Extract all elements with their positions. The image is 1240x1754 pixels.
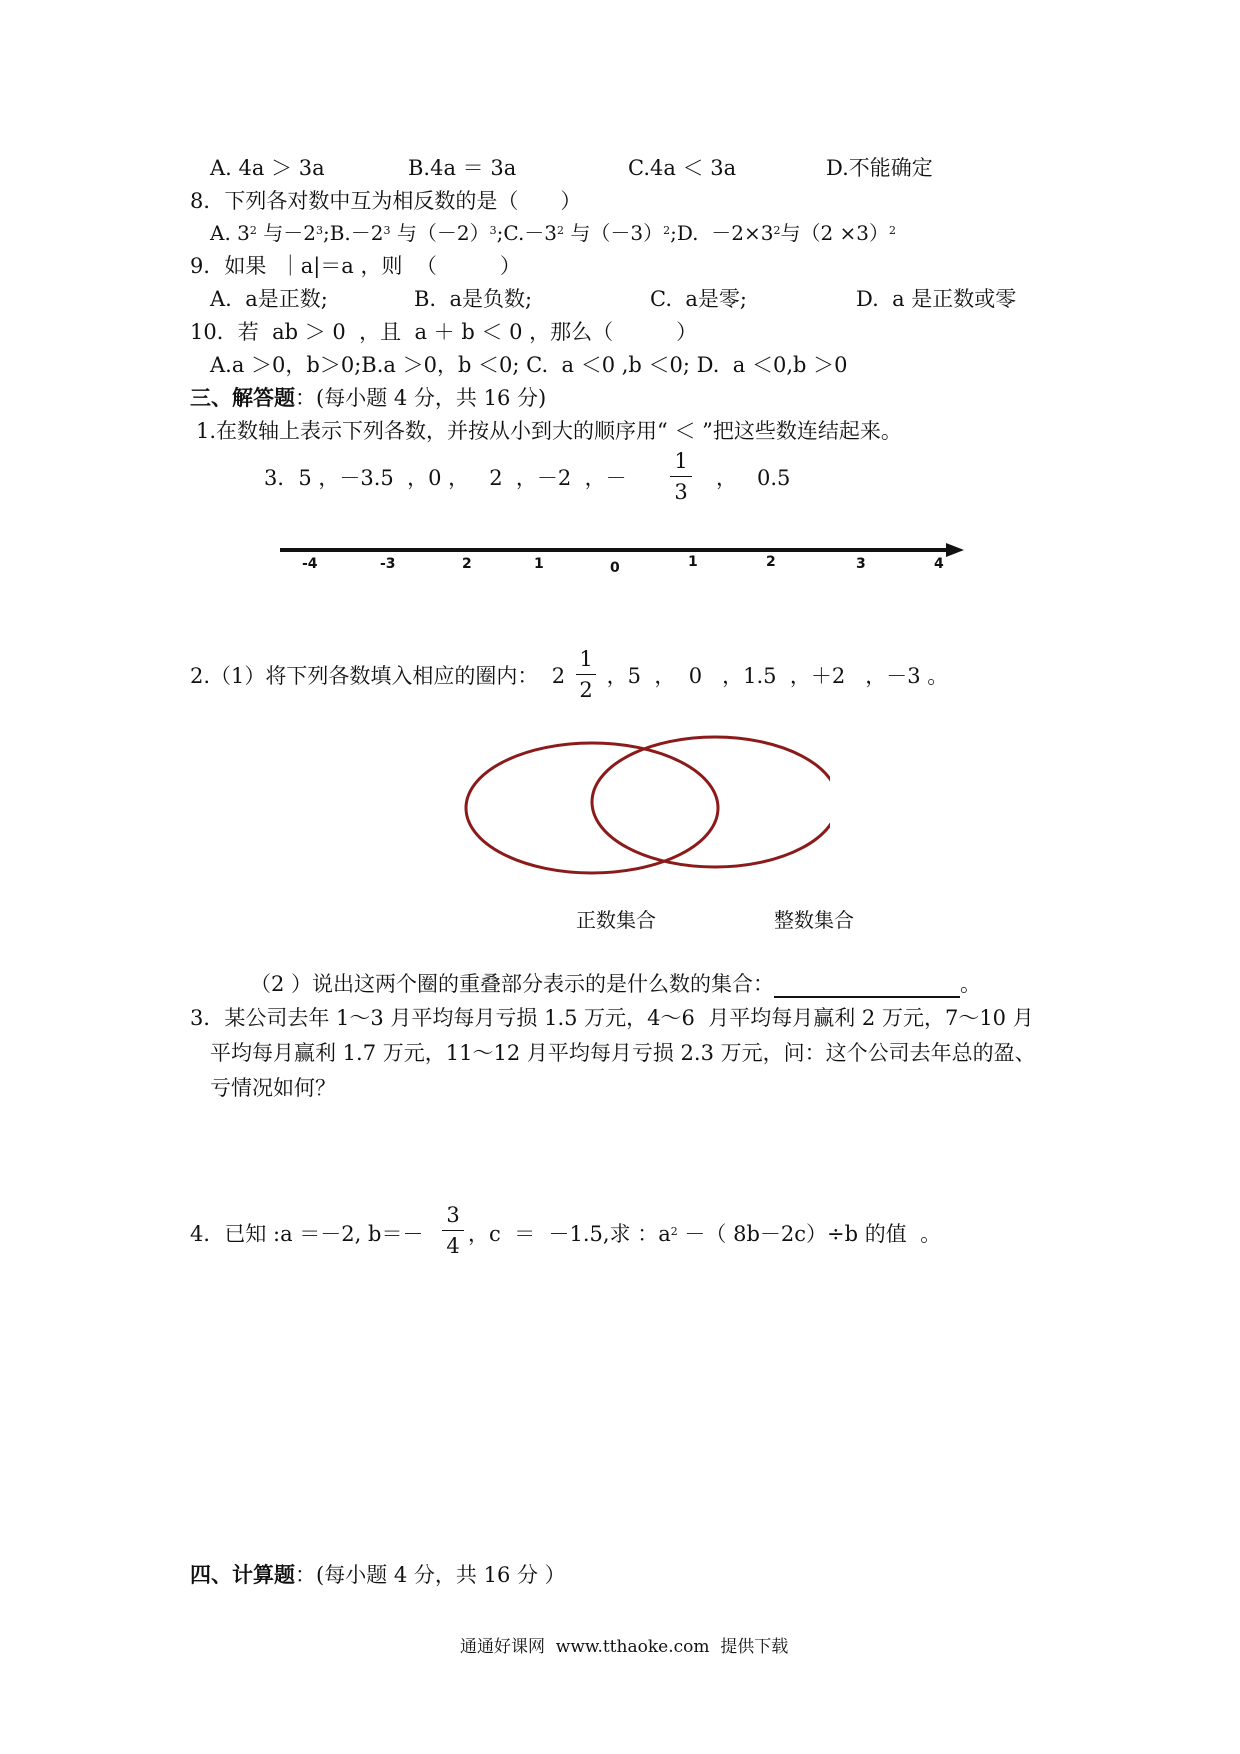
q10-stem: 10．若 ab ＞ 0 ，且 a ＋ b ＜ 0 ，那么（ ） [190, 320, 698, 344]
axis-tick-label: -3 [380, 556, 396, 572]
q10-options: A.a ＞0，b＞0;B.a ＞0，b ＜0; C. a ＜0 ,b ＜0; D. a ＜0,b ＞0 [210, 353, 848, 377]
p3-line1: 3．某公司去年 1～3 月平均每月亏损 1.5 万元，4～6 月平均每月赢利 2 万元，7～10 月 [190, 1006, 1034, 1030]
p4-right: ，c ＝ －1.5,求 ：$a^2$ －（ 8b－2c）÷b 的值 。 [468, 1222, 942, 1246]
q8-options: A. $3^2$ 与$-2^3;B.-2^3$ 与$(-2)^3;C.-3^2$ 与$(-3)^2;D$. $-2\times 3^2$与$(2 \times 3)^2$ [210, 221, 897, 245]
p1-numbers-left: 3．5 ，－3.5 ，0 ， 2 ，－2 ，－ [264, 466, 627, 490]
section4-heading: 四、计算题：(每小题 4 分，共 16 分 ） [190, 1562, 566, 1587]
q7-option-b: B.4a ＝ 3a [408, 156, 517, 180]
set-label-positive: 正数集合 [576, 908, 656, 932]
answer-blank [774, 972, 960, 998]
q8-stem: 8．下列各对数中互为相反数的是（ ） [190, 189, 582, 213]
integer-set-circle [592, 737, 830, 867]
q7-option-a: A. 4a ＞ 3a [210, 156, 325, 180]
p4-left: 4．已知 :a ＝－2, b＝－ [190, 1222, 424, 1246]
page-footer: 通通好课网 www.tthaoke.com 提供下载 [460, 1637, 789, 1657]
section3-heading: 三、解答题：(每小题 4 分，共 16 分) [190, 385, 547, 410]
axis-tick-label: 1 [534, 556, 544, 572]
q9-option-b: B. a是负数; [414, 287, 533, 311]
q9-option-d: D. a 是正数或零 [856, 287, 1017, 311]
p2-stem-right: ，5 ， 0 ，1.5 ，＋2 ，－3 。 [600, 664, 949, 688]
set-label-integer: 整数集合 [774, 908, 854, 932]
p3-line3: 亏情况如何？ [210, 1076, 336, 1100]
axis-tick-label: -4 [302, 556, 318, 572]
axis-tick-label: 4 [934, 556, 944, 572]
p1-stem: 1.在数轴上表示下列各数，并按从小到大的顺序用“ ＜ ”把这些数连结起来。 [196, 419, 902, 443]
p3-line2: 平均每月赢利 1.7 万元，11～12 月平均每月亏损 2.3 万元，问：这个公司去年总的盈、 [210, 1041, 1036, 1065]
q7-option-c: C.4a ＜ 3a [628, 156, 737, 180]
q7-option-d: D.不能确定 [826, 156, 933, 180]
p4-fraction: 3 4 [442, 1202, 464, 1259]
p2-stem-left: 2.（1）将下列各数填入相应的圈内： 2 [190, 664, 566, 688]
p1-fraction: 1 3 [670, 448, 692, 505]
venn-diagram [420, 730, 830, 880]
p2-sub2: （2 ）说出这两个圈的重叠部分表示的是什么数的集合： 。 [250, 972, 982, 996]
q9-option-a: A. a是正数; [210, 287, 328, 311]
axis-tick-label: 2 [766, 554, 776, 570]
p1-numbers-right: ， 0.5 [716, 466, 791, 490]
axis-tick-label: 0 [610, 560, 620, 576]
p2-fraction: 1 2 [576, 646, 596, 703]
axis-tick-label: 3 [856, 556, 866, 572]
axis-tick-label: 2 [462, 556, 472, 572]
q9-stem: 9．如果 ｜a|＝a ，则 （ ） [190, 254, 521, 278]
q9-option-c: C. a是零; [650, 287, 747, 311]
axis-tick-label: 1 [688, 554, 698, 570]
